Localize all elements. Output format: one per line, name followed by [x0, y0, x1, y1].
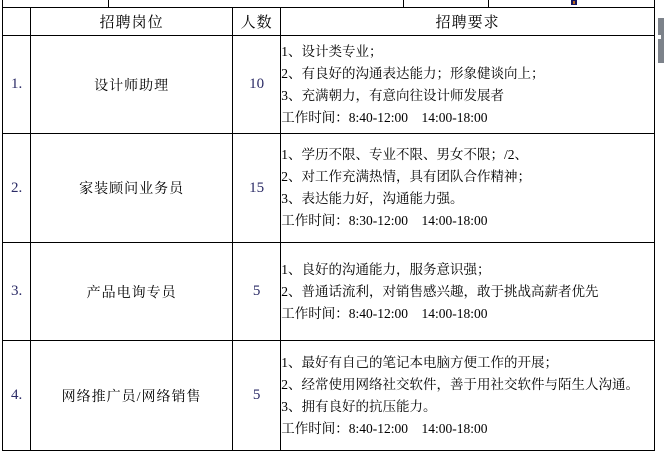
count-cell: 5: [233, 243, 281, 341]
table-row: [3, 243, 655, 341]
requirement-line: 2、经常使用网络社交软件，善于用社交软件与陌生人沟通。: [281, 376, 640, 392]
requirements-cell: [281, 341, 655, 451]
header-requirements: 招聘要求: [281, 8, 655, 36]
header-index: [3, 8, 31, 36]
requirement-line: 2、有良好的沟通表达能力；形象健谈向上；: [281, 65, 545, 81]
count-cell: 10: [233, 36, 281, 134]
requirement-line: 2、普通话流利，对销售感兴趣，敢于挑战高薪者优先: [281, 283, 599, 299]
table-body: [3, 36, 655, 451]
requirement-line: 2、对工作充满热情，具有团队合作精神；: [281, 169, 532, 184]
table-row: [3, 134, 655, 243]
requirements-cell: [281, 134, 655, 243]
clipped-glyph-fragment: [571, 0, 577, 5]
requirement-line: 1、设计类专业；: [281, 43, 383, 59]
requirement-line: 工作时间：8:40-12:00 14:00-18:00: [281, 420, 488, 436]
requirement-line: 工作时间：8:40-12:00 14:00-18:00: [281, 109, 488, 125]
header-count: 人数: [233, 8, 281, 36]
header-row: [3, 8, 655, 36]
row-index: 2.: [3, 134, 31, 243]
position-cell: 家装顾问业务员: [31, 134, 233, 243]
count-cell: 15: [233, 134, 281, 243]
table-row: [3, 36, 655, 134]
position-cell: 设计师助理: [31, 36, 233, 134]
requirements-cell: [281, 243, 655, 341]
requirement-line: 3、表达能力好，沟通能力强。: [281, 191, 464, 206]
requirement-line: 3、拥有良好的抗压能力。: [281, 398, 437, 414]
requirements-cell: [281, 36, 655, 134]
row-index: 1.: [3, 36, 31, 134]
row-index: 4.: [3, 341, 31, 451]
requirement-line: 工作时间：8:30-12:00 14:00-18:00: [281, 213, 488, 228]
position-cell: 网络推广员/网络销售: [31, 341, 233, 451]
row-index: 3.: [3, 243, 31, 341]
table-row: [3, 341, 655, 451]
requirement-line: 工作时间：8:40-12:00 14:00-18:00: [281, 305, 488, 321]
scrollbar-thumb[interactable]: [658, 18, 664, 63]
requirement-line: 1、良好的沟通能力，服务意识强；: [281, 261, 491, 277]
requirement-line: 1、学历不限、专业不限、男女不限；/2、: [281, 147, 529, 162]
requirement-line: 1、最好有自己的笔记本电脑方便工作的开展；: [281, 354, 559, 370]
position-cell: 产品电询专员: [31, 243, 233, 341]
recruitment-table: [2, 7, 655, 451]
requirement-line: 3、充满朝力，有意向往设计师发展者: [281, 87, 505, 103]
count-cell: 5: [233, 341, 281, 451]
header-position: 招聘岗位: [31, 8, 233, 36]
